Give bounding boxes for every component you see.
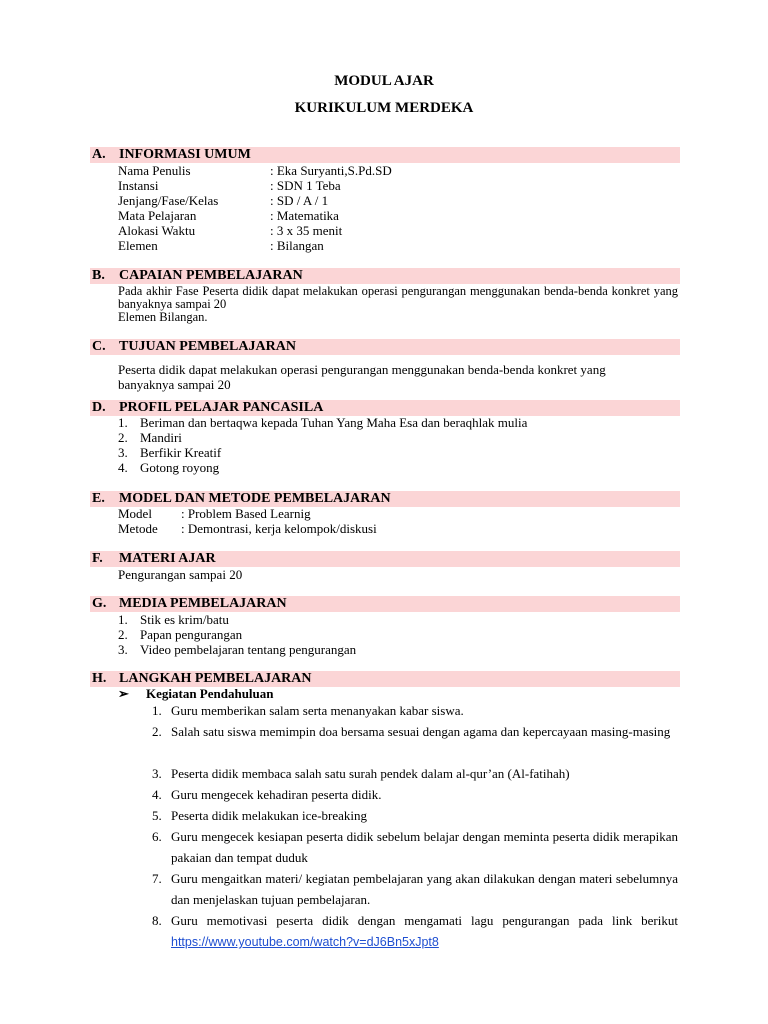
model-value: : Problem Based Learnig bbox=[181, 506, 311, 521]
list-text: Video pembelajaran tentang pengurangan bbox=[140, 642, 357, 657]
info-label: Instansi bbox=[118, 178, 159, 193]
step-number: 8. bbox=[152, 913, 162, 928]
step-number: 4. bbox=[152, 787, 162, 802]
section-d-header bbox=[90, 400, 680, 416]
section-b-header bbox=[90, 268, 680, 284]
step-item bbox=[152, 763, 678, 784]
section-title: CAPAIAN PEMBELAJARAN bbox=[119, 268, 303, 283]
section-letter: B. bbox=[92, 268, 105, 283]
step-text: Guru memberikan salam serta menanyakan kabar siswa. bbox=[171, 703, 464, 718]
section-c-header bbox=[90, 339, 680, 355]
step-item bbox=[152, 826, 678, 868]
step-item bbox=[152, 721, 678, 742]
kegiatan-heading bbox=[118, 686, 274, 701]
info-value: : Matematika bbox=[270, 208, 339, 223]
step-number: 5. bbox=[152, 808, 162, 823]
metode-label: Metode bbox=[118, 521, 158, 536]
step-text: Peserta didik melakukan ice-breaking bbox=[171, 808, 368, 823]
list-item bbox=[118, 612, 229, 627]
list-number: 3. bbox=[118, 445, 128, 460]
section-title: MODEL DAN METODE PEMBELAJARAN bbox=[119, 491, 391, 506]
step-item bbox=[152, 868, 678, 910]
section-a-header bbox=[90, 147, 680, 163]
list-text: Stik es krim/batu bbox=[140, 612, 229, 627]
tujuan-text: Peserta didik dapat melakukan operasi pengurangan menggunakan benda-benda konkret yang banyaknya sampai 20 bbox=[118, 362, 606, 392]
info-label: Alokasi Waktu bbox=[118, 223, 196, 238]
section-f-header bbox=[90, 551, 680, 567]
step-number: 6. bbox=[152, 829, 162, 844]
capaian-elemen: Elemen Bilangan. bbox=[118, 310, 208, 324]
list-number: 2. bbox=[118, 627, 128, 642]
step-text: Guru mengecek kesiapan peserta didik sebelum belajar dengan meminta peserta didik merapikan pakaian dan tempat duduk bbox=[171, 829, 678, 865]
info-value: : SDN 1 Teba bbox=[270, 178, 341, 193]
model-label: Model bbox=[118, 506, 152, 521]
step-text: Peserta didik membaca salah satu surah pendek dalam al-qur’an (Al-fatihah) bbox=[171, 766, 570, 781]
document-title: MODUL AJAR bbox=[334, 73, 434, 89]
arrow-bullet-icon: ➢ bbox=[118, 686, 129, 701]
step-item bbox=[152, 910, 678, 953]
section-letter: H. bbox=[92, 671, 107, 686]
materi-text: Pengurangan sampai 20 bbox=[118, 567, 243, 582]
section-letter: F. bbox=[92, 551, 103, 566]
info-label: Mata Pelajaran bbox=[118, 208, 197, 223]
step-number: 3. bbox=[152, 766, 162, 781]
step-number: 1. bbox=[152, 703, 162, 718]
section-letter: A. bbox=[92, 147, 106, 162]
section-title: MATERI AJAR bbox=[119, 551, 216, 566]
section-title: MEDIA PEMBELAJARAN bbox=[119, 596, 287, 611]
section-letter: E. bbox=[92, 491, 105, 506]
section-letter: C. bbox=[92, 339, 106, 354]
step-text: Guru mengecek kehadiran peserta didik. bbox=[171, 787, 382, 802]
list-number: 2. bbox=[118, 430, 128, 445]
info-value: : Eka Suryanti,S.Pd.SD bbox=[270, 163, 392, 178]
section-title: INFORMASI UMUM bbox=[119, 147, 251, 162]
info-value: : 3 x 35 menit bbox=[270, 223, 343, 238]
step-item bbox=[152, 700, 678, 721]
step-text: Salah satu siswa memimpin doa bersama sesuai dengan agama dan kepercayaan masing-masing bbox=[171, 724, 671, 739]
list-text: Papan pengurangan bbox=[140, 627, 243, 642]
list-number: 1. bbox=[118, 612, 128, 627]
list-number: 1. bbox=[118, 415, 128, 430]
list-item bbox=[118, 642, 356, 657]
step-number: 7. bbox=[152, 871, 162, 886]
step-number: 2. bbox=[152, 724, 162, 739]
list-text: Mandiri bbox=[140, 430, 182, 445]
info-value: : SD / A / 1 bbox=[270, 193, 329, 208]
step-text: Guru memotivasi peserta didik dengan mengamati lagu pengurangan pada link berikut bbox=[171, 913, 678, 928]
section-letter: G. bbox=[92, 596, 107, 611]
list-text: Gotong royong bbox=[140, 460, 220, 475]
info-label: Elemen bbox=[118, 238, 158, 253]
info-label: Jenjang/Fase/Kelas bbox=[118, 193, 219, 208]
list-item bbox=[118, 627, 242, 642]
youtube-link[interactable]: https://www.youtube.com/watch?v=dJ6Bn5xJpt8 bbox=[171, 935, 439, 949]
section-title: TUJUAN PEMBELAJARAN bbox=[119, 339, 296, 354]
list-item bbox=[118, 430, 182, 445]
info-value: : Bilangan bbox=[270, 238, 324, 253]
list-item bbox=[118, 445, 221, 460]
step-text: Guru mengaitkan materi/ kegiatan pembelajaran yang akan dilakukan dengan materi sebelumnya dan menjelaskan tujuan pembelajaran. bbox=[171, 871, 678, 907]
list-text: Beriman dan bertaqwa kepada Tuhan Yang Maha Esa dan beraqhlak mulia bbox=[140, 415, 528, 430]
step-item bbox=[152, 784, 678, 805]
section-title: PROFIL PELAJAR PANCASILA bbox=[119, 400, 324, 415]
metode-value: : Demontrasi, kerja kelompok/diskusi bbox=[181, 521, 377, 536]
list-item bbox=[118, 460, 219, 475]
list-item bbox=[118, 415, 527, 430]
step-item bbox=[152, 805, 678, 826]
document-subtitle: KURIKULUM MERDEKA bbox=[294, 100, 474, 116]
step-text-with-link bbox=[171, 910, 678, 953]
section-e-header bbox=[90, 491, 680, 507]
info-label: Nama Penulis bbox=[118, 163, 191, 178]
list-number: 4. bbox=[118, 460, 128, 475]
section-h-header bbox=[90, 671, 680, 687]
section-letter: D. bbox=[92, 400, 106, 415]
section-title: LANGKAH PEMBELAJARAN bbox=[119, 671, 312, 686]
kegiatan-title: Kegiatan Pendahuluan bbox=[146, 686, 274, 701]
list-text: Berfikir Kreatif bbox=[140, 445, 222, 460]
section-g-header bbox=[90, 596, 680, 612]
capaian-text: Pada akhir Fase Peserta didik dapat melakukan operasi pengurangan menggunakan benda-benda konkret yang banyaknya sampai 20 bbox=[118, 284, 678, 311]
list-number: 3. bbox=[118, 642, 128, 657]
